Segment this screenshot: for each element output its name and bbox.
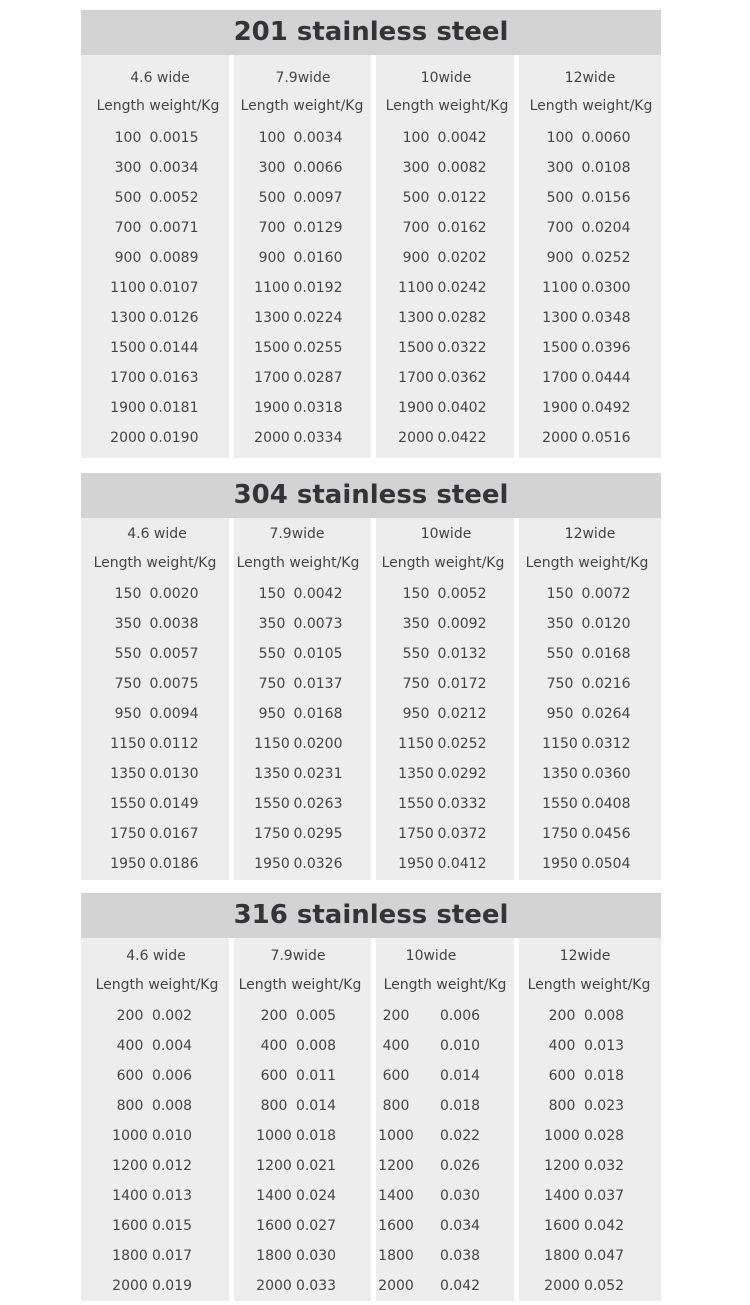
length-value: 1200 xyxy=(256,1158,292,1174)
length-value: 1400 xyxy=(256,1188,292,1204)
length-value: 800 xyxy=(116,1098,144,1114)
weight-value: 0.038 xyxy=(439,1248,481,1264)
length-value: 900 xyxy=(258,250,286,266)
weight-value: 0.018 xyxy=(583,1068,625,1084)
length-value: 1150 xyxy=(398,736,434,752)
weight-value: 0.0120 xyxy=(581,616,631,632)
length-value: 1300 xyxy=(398,310,434,326)
weight-value: 0.052 xyxy=(583,1278,625,1294)
length-value: 1950 xyxy=(398,856,434,872)
length-value: 550 xyxy=(114,646,142,662)
weight-value: 0.0255 xyxy=(293,340,343,356)
weight-value: 0.0422 xyxy=(437,430,487,446)
column-subheader: Length weight/Kg xyxy=(383,977,507,993)
length-value: 1900 xyxy=(542,400,578,416)
weight-value: 0.0326 xyxy=(293,856,343,872)
length-value: 1950 xyxy=(542,856,578,872)
length-value: 1800 xyxy=(378,1248,414,1264)
length-value: 350 xyxy=(258,616,286,632)
weight-value: 0.0287 xyxy=(293,370,343,386)
length-value: 1600 xyxy=(112,1218,148,1234)
column-subheader: Length weight/Kg xyxy=(95,977,219,993)
length-value: 1350 xyxy=(254,766,290,782)
column-subheader: Length weight/Kg xyxy=(381,555,505,571)
weight-value: 0.042 xyxy=(583,1218,625,1234)
weight-value: 0.0105 xyxy=(293,646,343,662)
weight-value: 0.030 xyxy=(295,1248,337,1264)
weight-value: 0.021 xyxy=(295,1158,337,1174)
weight-value: 0.0412 xyxy=(437,856,487,872)
length-value: 1200 xyxy=(544,1158,580,1174)
length-value: 1300 xyxy=(110,310,146,326)
weight-value: 0.0348 xyxy=(581,310,631,326)
length-value: 100 xyxy=(402,130,430,146)
weight-value: 0.022 xyxy=(439,1128,481,1144)
weight-value: 0.0057 xyxy=(149,646,199,662)
weight-value: 0.008 xyxy=(583,1008,625,1024)
column-subheader: Length weight/Kg xyxy=(385,98,509,114)
length-value: 1100 xyxy=(110,280,146,296)
length-value: 700 xyxy=(258,220,286,236)
length-value: 1600 xyxy=(256,1218,292,1234)
weight-value: 0.0066 xyxy=(293,160,343,176)
length-value: 600 xyxy=(382,1068,410,1084)
column-subheader: Length weight/Kg xyxy=(529,98,653,114)
length-value: 1500 xyxy=(254,340,290,356)
weight-value: 0.026 xyxy=(439,1158,481,1174)
weight-value: 0.047 xyxy=(583,1248,625,1264)
weight-value: 0.0396 xyxy=(581,340,631,356)
weight-value: 0.0160 xyxy=(293,250,343,266)
length-value: 1150 xyxy=(254,736,290,752)
length-value: 1000 xyxy=(378,1128,414,1144)
column-header: 7.9wide xyxy=(269,526,325,542)
length-value: 2000 xyxy=(378,1278,414,1294)
column-header: 4.6 wide xyxy=(130,70,190,86)
weight-value: 0.012 xyxy=(151,1158,193,1174)
weight-value: 0.0042 xyxy=(437,130,487,146)
length-value: 1400 xyxy=(112,1188,148,1204)
column-header: 7.9wide xyxy=(275,70,331,86)
weight-value: 0.0295 xyxy=(293,826,343,842)
column-divider xyxy=(371,55,376,458)
weight-value: 0.0362 xyxy=(437,370,487,386)
length-value: 750 xyxy=(546,676,574,692)
weight-value: 0.0162 xyxy=(437,220,487,236)
weight-value: 0.0015 xyxy=(149,130,199,146)
weight-value: 0.0402 xyxy=(437,400,487,416)
length-value: 1150 xyxy=(542,736,578,752)
weight-value: 0.008 xyxy=(151,1098,193,1114)
weight-value: 0.0072 xyxy=(581,586,631,602)
length-value: 1800 xyxy=(544,1248,580,1264)
length-value: 1900 xyxy=(398,400,434,416)
weight-value: 0.032 xyxy=(583,1158,625,1174)
weight-value: 0.0038 xyxy=(149,616,199,632)
weight-value: 0.0263 xyxy=(293,796,343,812)
weight-value: 0.0504 xyxy=(581,856,631,872)
column-divider xyxy=(371,518,376,880)
weight-value: 0.0168 xyxy=(293,706,343,722)
weight-value: 0.0231 xyxy=(293,766,343,782)
weight-value: 0.018 xyxy=(295,1128,337,1144)
length-value: 300 xyxy=(258,160,286,176)
weight-value: 0.0190 xyxy=(149,430,199,446)
weight-value: 0.018 xyxy=(439,1098,481,1114)
length-value: 950 xyxy=(546,706,574,722)
weight-value: 0.014 xyxy=(439,1068,481,1084)
weight-value: 0.0034 xyxy=(149,160,199,176)
length-value: 100 xyxy=(114,130,142,146)
weight-value: 0.034 xyxy=(439,1218,481,1234)
column-divider xyxy=(514,518,519,880)
length-value: 1400 xyxy=(378,1188,414,1204)
weight-value: 0.0204 xyxy=(581,220,631,236)
weight-value: 0.006 xyxy=(151,1068,193,1084)
weight-value: 0.0092 xyxy=(437,616,487,632)
weight-value: 0.0052 xyxy=(437,586,487,602)
weight-value: 0.0168 xyxy=(581,646,631,662)
weight-value: 0.0516 xyxy=(581,430,631,446)
weight-value: 0.0073 xyxy=(293,616,343,632)
weight-value: 0.0332 xyxy=(437,796,487,812)
length-value: 300 xyxy=(114,160,142,176)
length-value: 400 xyxy=(116,1038,144,1054)
weight-value: 0.0097 xyxy=(293,190,343,206)
length-value: 1900 xyxy=(254,400,290,416)
length-value: 400 xyxy=(260,1038,288,1054)
length-value: 150 xyxy=(402,586,430,602)
length-value: 1800 xyxy=(256,1248,292,1264)
length-value: 900 xyxy=(402,250,430,266)
length-value: 1500 xyxy=(398,340,434,356)
weight-value: 0.024 xyxy=(295,1188,337,1204)
column-subheader: Length weight/Kg xyxy=(240,98,364,114)
section-panel xyxy=(81,893,661,1301)
length-value: 500 xyxy=(258,190,286,206)
length-value: 1950 xyxy=(110,856,146,872)
length-value: 1350 xyxy=(110,766,146,782)
weight-value: 0.015 xyxy=(151,1218,193,1234)
weight-value: 0.013 xyxy=(583,1038,625,1054)
weight-value: 0.0132 xyxy=(437,646,487,662)
length-value: 600 xyxy=(116,1068,144,1084)
section-title: 316 stainless steel xyxy=(81,893,661,938)
weight-value: 0.010 xyxy=(439,1038,481,1054)
weight-value: 0.005 xyxy=(295,1008,337,1024)
weight-value: 0.0252 xyxy=(437,736,487,752)
length-value: 950 xyxy=(114,706,142,722)
weight-value: 0.0334 xyxy=(293,430,343,446)
length-value: 900 xyxy=(114,250,142,266)
column-subheader: Length weight/Kg xyxy=(525,555,649,571)
length-value: 1750 xyxy=(398,826,434,842)
weight-value: 0.0094 xyxy=(149,706,199,722)
weight-value: 0.0224 xyxy=(293,310,343,326)
weight-value: 0.014 xyxy=(295,1098,337,1114)
length-value: 350 xyxy=(546,616,574,632)
column-header: 10wide xyxy=(405,948,457,964)
length-value: 1350 xyxy=(398,766,434,782)
weight-value: 0.027 xyxy=(295,1218,337,1234)
weight-value: 0.017 xyxy=(151,1248,193,1264)
weight-value: 0.0082 xyxy=(437,160,487,176)
length-value: 2000 xyxy=(544,1278,580,1294)
length-value: 1500 xyxy=(542,340,578,356)
weight-value: 0.013 xyxy=(151,1188,193,1204)
weight-value: 0.0144 xyxy=(149,340,199,356)
length-value: 500 xyxy=(114,190,142,206)
length-value: 2000 xyxy=(254,430,290,446)
length-value: 1600 xyxy=(378,1218,414,1234)
weight-value: 0.0181 xyxy=(149,400,199,416)
weight-value: 0.0444 xyxy=(581,370,631,386)
weight-value: 0.0372 xyxy=(437,826,487,842)
column-subheader: Length weight/Kg xyxy=(96,98,220,114)
length-value: 2000 xyxy=(256,1278,292,1294)
column-divider xyxy=(229,518,234,880)
length-value: 200 xyxy=(116,1008,144,1024)
length-value: 500 xyxy=(546,190,574,206)
length-value: 550 xyxy=(258,646,286,662)
weight-value: 0.028 xyxy=(583,1128,625,1144)
weight-value: 0.0172 xyxy=(437,676,487,692)
length-value: 1100 xyxy=(254,280,290,296)
weight-value: 0.0075 xyxy=(149,676,199,692)
weight-value: 0.0312 xyxy=(581,736,631,752)
length-value: 1000 xyxy=(256,1128,292,1144)
length-value: 1700 xyxy=(542,370,578,386)
length-value: 600 xyxy=(260,1068,288,1084)
length-value: 750 xyxy=(402,676,430,692)
length-value: 150 xyxy=(114,586,142,602)
weight-value: 0.0264 xyxy=(581,706,631,722)
column-divider xyxy=(229,55,234,458)
weight-value: 0.030 xyxy=(439,1188,481,1204)
length-value: 200 xyxy=(260,1008,288,1024)
length-value: 400 xyxy=(382,1038,410,1054)
weight-value: 0.0318 xyxy=(293,400,343,416)
weight-value: 0.0163 xyxy=(149,370,199,386)
column-header: 10wide xyxy=(420,70,472,86)
column-subheader: Length weight/Kg xyxy=(93,555,217,571)
weight-value: 0.0360 xyxy=(581,766,631,782)
length-value: 600 xyxy=(548,1068,576,1084)
length-value: 2000 xyxy=(542,430,578,446)
weight-value: 0.0126 xyxy=(149,310,199,326)
weight-value: 0.037 xyxy=(583,1188,625,1204)
length-value: 100 xyxy=(258,130,286,146)
weight-value: 0.0216 xyxy=(581,676,631,692)
weight-value: 0.0200 xyxy=(293,736,343,752)
weight-value: 0.0108 xyxy=(581,160,631,176)
length-value: 750 xyxy=(114,676,142,692)
weight-value: 0.0107 xyxy=(149,280,199,296)
length-value: 2000 xyxy=(112,1278,148,1294)
column-header: 4.6 wide xyxy=(127,526,187,542)
weight-value: 0.0034 xyxy=(293,130,343,146)
length-value: 800 xyxy=(548,1098,576,1114)
weight-value: 0.0456 xyxy=(581,826,631,842)
length-value: 700 xyxy=(114,220,142,236)
length-value: 1950 xyxy=(254,856,290,872)
length-value: 400 xyxy=(548,1038,576,1054)
weight-value: 0.0130 xyxy=(149,766,199,782)
length-value: 1750 xyxy=(542,826,578,842)
length-value: 550 xyxy=(402,646,430,662)
length-value: 1300 xyxy=(254,310,290,326)
section-panel xyxy=(81,473,661,880)
length-value: 1100 xyxy=(542,280,578,296)
length-value: 900 xyxy=(546,250,574,266)
length-value: 350 xyxy=(402,616,430,632)
weight-value: 0.0322 xyxy=(437,340,487,356)
length-value: 150 xyxy=(546,586,574,602)
length-value: 1550 xyxy=(254,796,290,812)
length-value: 1750 xyxy=(254,826,290,842)
weight-value: 0.019 xyxy=(151,1278,193,1294)
weight-value: 0.023 xyxy=(583,1098,625,1114)
length-value: 1700 xyxy=(398,370,434,386)
weight-value: 0.0186 xyxy=(149,856,199,872)
weight-value: 0.006 xyxy=(439,1008,481,1024)
length-value: 1000 xyxy=(112,1128,148,1144)
length-value: 150 xyxy=(258,586,286,602)
length-value: 800 xyxy=(382,1098,410,1114)
column-subheader: Length weight/Kg xyxy=(238,977,362,993)
length-value: 1300 xyxy=(542,310,578,326)
weight-value: 0.0167 xyxy=(149,826,199,842)
weight-value: 0.0292 xyxy=(437,766,487,782)
length-value: 1350 xyxy=(542,766,578,782)
column-divider xyxy=(514,55,519,458)
column-header: 7.9wide xyxy=(270,948,326,964)
weight-value: 0.0242 xyxy=(437,280,487,296)
length-value: 2000 xyxy=(398,430,434,446)
length-value: 550 xyxy=(546,646,574,662)
weight-value: 0.0202 xyxy=(437,250,487,266)
weight-value: 0.0408 xyxy=(581,796,631,812)
length-value: 1000 xyxy=(544,1128,580,1144)
length-value: 950 xyxy=(258,706,286,722)
weight-value: 0.0060 xyxy=(581,130,631,146)
length-value: 350 xyxy=(114,616,142,632)
section-title: 304 stainless steel xyxy=(81,473,661,518)
column-header: 12wide xyxy=(564,526,616,542)
weight-value: 0.033 xyxy=(295,1278,337,1294)
weight-value: 0.0492 xyxy=(581,400,631,416)
length-value: 1200 xyxy=(112,1158,148,1174)
length-value: 1900 xyxy=(110,400,146,416)
length-value: 1500 xyxy=(110,340,146,356)
length-value: 1700 xyxy=(110,370,146,386)
length-value: 200 xyxy=(548,1008,576,1024)
length-value: 1200 xyxy=(378,1158,414,1174)
weight-value: 0.0156 xyxy=(581,190,631,206)
length-value: 2000 xyxy=(110,430,146,446)
column-divider xyxy=(229,938,234,1301)
length-value: 800 xyxy=(260,1098,288,1114)
length-value: 1550 xyxy=(398,796,434,812)
column-header: 12wide xyxy=(559,948,611,964)
weight-value: 0.0149 xyxy=(149,796,199,812)
weight-value: 0.0122 xyxy=(437,190,487,206)
length-value: 1750 xyxy=(110,826,146,842)
weight-value: 0.0042 xyxy=(293,586,343,602)
column-divider xyxy=(514,938,519,1301)
weight-value: 0.0129 xyxy=(293,220,343,236)
section-title: 201 stainless steel xyxy=(81,10,661,55)
weight-value: 0.0212 xyxy=(437,706,487,722)
length-value: 1800 xyxy=(112,1248,148,1264)
length-value: 1600 xyxy=(544,1218,580,1234)
length-value: 1100 xyxy=(398,280,434,296)
column-header: 12wide xyxy=(564,70,616,86)
column-subheader: Length weight/Kg xyxy=(236,555,360,571)
weight-value: 0.010 xyxy=(151,1128,193,1144)
length-value: 300 xyxy=(546,160,574,176)
length-value: 1700 xyxy=(254,370,290,386)
length-value: 750 xyxy=(258,676,286,692)
weight-value: 0.008 xyxy=(295,1038,337,1054)
weight-value: 0.002 xyxy=(151,1008,193,1024)
weight-value: 0.0071 xyxy=(149,220,199,236)
column-subheader: Length weight/Kg xyxy=(527,977,651,993)
length-value: 200 xyxy=(382,1008,410,1024)
weight-value: 0.0282 xyxy=(437,310,487,326)
length-value: 700 xyxy=(402,220,430,236)
weight-value: 0.0112 xyxy=(149,736,199,752)
length-value: 1400 xyxy=(544,1188,580,1204)
length-value: 1550 xyxy=(110,796,146,812)
weight-value: 0.0300 xyxy=(581,280,631,296)
weight-value: 0.0192 xyxy=(293,280,343,296)
length-value: 700 xyxy=(546,220,574,236)
length-value: 1550 xyxy=(542,796,578,812)
weight-value: 0.011 xyxy=(295,1068,337,1084)
weight-value: 0.042 xyxy=(439,1278,481,1294)
length-value: 100 xyxy=(546,130,574,146)
column-header: 4.6 wide xyxy=(126,948,186,964)
length-value: 950 xyxy=(402,706,430,722)
weight-value: 0.0052 xyxy=(149,190,199,206)
section-panel xyxy=(81,10,661,458)
length-value: 500 xyxy=(402,190,430,206)
weight-value: 0.0020 xyxy=(149,586,199,602)
length-value: 300 xyxy=(402,160,430,176)
weight-value: 0.004 xyxy=(151,1038,193,1054)
column-header: 10wide xyxy=(420,526,472,542)
length-value: 1150 xyxy=(110,736,146,752)
weight-value: 0.0137 xyxy=(293,676,343,692)
weight-value: 0.0252 xyxy=(581,250,631,266)
weight-value: 0.0089 xyxy=(149,250,199,266)
